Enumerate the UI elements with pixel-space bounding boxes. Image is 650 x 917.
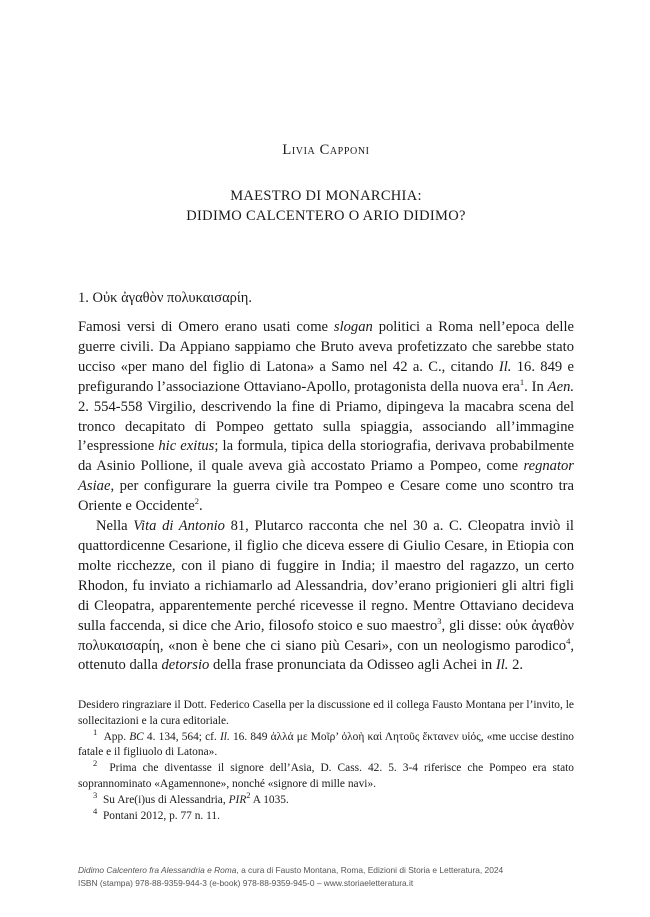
italic-run: detorsio <box>161 657 210 674</box>
text-run: ; la formula, tipica della storiografia, derivava probabilmente da Asinio Pollione, il quale aveva già accostato Priamo a Pompeo, come <box>78 438 574 475</box>
text-run: politici a Roma nell’epoca delle guerre civili. Da Appiano sappiamo che Bruto aveva profetizzato che sarebbe stato ucciso «per mano del figlio di Latona» a Samo nel 42 a. C., citando <box>78 319 574 375</box>
author-name: Livia Capponi <box>282 142 370 158</box>
footnote-ref-4[interactable]: 4 <box>566 635 571 646</box>
footnote-ref-1[interactable]: 1 <box>519 376 525 387</box>
footnote-2 <box>78 758 575 793</box>
footnotes <box>78 698 574 824</box>
text-run: Su Are(i)us di Alessandria, <box>102 793 229 806</box>
footnote-mark: 2 <box>93 758 98 769</box>
footer-line-1 <box>78 864 598 877</box>
italic-run: slogan <box>333 319 373 335</box>
section-heading <box>78 290 252 307</box>
italic-run: regnator Asiae <box>78 458 574 495</box>
acknowledgement-note: Desidero ringraziare il Dott. Federico Casella per la discussione ed il collega Fausto Montana per l’invito, le sollecitazioni e la cura editoriale. <box>78 699 574 727</box>
text-run: 2. 554-558 Virgilio, descrivendo la fine di Priamo, dipingeva la macabra scena del tronco decapitato di Pompeo gettato sulla spiaggia, associando all’immagine l’espressione <box>78 398 574 455</box>
footer-line-2: ISBN (stampa) 978-88-9359-944-3 (e-book) 978-88-9359-945-0 – www.storiaeletteratura.it <box>78 877 414 888</box>
body-text <box>78 318 574 676</box>
italic-run: Vita di Antonio <box>133 518 225 535</box>
italic-run: Il. <box>219 730 230 743</box>
text-run: Nella <box>96 518 134 535</box>
text-run: Famosi versi di Omero erano usati come <box>78 319 334 335</box>
italic-run: Aen. <box>547 378 575 395</box>
italic-run: Il. <box>498 358 512 375</box>
footnote-4 <box>78 805 574 825</box>
text-run: 16. 849 ἀλλά με Μοῖρ’ ὀλοὴ καὶ Λητοῦς ἔκτανεν υἱός, «me uccise destino fatale e il figliuolo di Latona». <box>78 730 575 759</box>
text-run: Pontani 2012, p. 77 n. 11. <box>102 809 220 822</box>
text-run: App. <box>103 730 130 743</box>
text-run: . In <box>524 378 548 395</box>
text-run: 81, Plutarco racconta che nel 30 a. C. Cleopatra inviò il quattordicenne Cesarione, il figlio che diceva essere di Giulio Cesare, in Etiopia con molte ricchezze, con il piano di fuggire in India; il maestro del ragazzo, un certo Rhodon, fu inviato a richiamarlo ad Alessandria, dov’erano prigionieri gli altri figli di Cleopatra, apparentemente perché ricevesse il regno. Mentre Ottaviano decideva sulla faccenda, si dice che Ario, filosofo stoico e suo maestro <box>78 518 574 634</box>
section-title: Οὐκ ἀγαθὸν πολυκαισαρίη. <box>92 290 253 306</box>
text-run: , ottenuto dalla <box>78 637 574 674</box>
footnote-mark: 1 <box>93 726 98 737</box>
text-run: , gli disse: οὐκ ἀγαθὸν πολυκαισαρίη, «non è bene che ci siano più Cesari», con un neologismo parodico <box>78 617 574 654</box>
footnote-ref-3[interactable]: 3 <box>437 615 442 626</box>
text-run: , per configurare la guerra civile tra Pompeo e Cesare come uno scontro tra Oriente e Occidente <box>78 478 574 515</box>
section-number: 1. <box>78 290 89 306</box>
paragraph-2 <box>78 517 574 676</box>
publication-footer <box>78 864 598 889</box>
title-line-1: MAESTRO DI MONARCHIA: <box>230 188 422 204</box>
footnote-mark: 3 <box>93 789 98 800</box>
footnote-3 <box>78 789 574 809</box>
footnote-1 <box>78 726 575 762</box>
text-run: . <box>198 498 203 515</box>
text-run: della frase pronunciata da Odisseo agli Achei in <box>209 657 496 674</box>
title-line-2: DIDIMO CALCENTERO O ARIO DIDIMO? <box>186 208 466 224</box>
text-run: 4. 134, 564; cf. <box>143 730 220 743</box>
book-title: Didimo Calcentero fra Alessandria e Roma <box>78 865 237 875</box>
text-run: Prima che diventasse il signore dell’Asia, D. Cass. 42. 5. 3-4 riferisce che Pompeo era stato soprannominato «Agamennone», nonché «signore di mille navi». <box>78 762 575 790</box>
superscript: 2 <box>246 789 251 800</box>
text-run: 16. 849 e prefigurando l’associazione Ottaviano-Apollo, protagonista della nuova era <box>78 358 574 395</box>
text-run: , a cura di Fausto Montana, Roma, Edizioni di Storia e Letteratura, 2024 <box>236 865 504 875</box>
footnote-mark: 4 <box>93 805 98 816</box>
paragraph-1 <box>78 318 574 517</box>
italic-run: BC <box>129 730 144 743</box>
italic-run: Il. <box>495 657 509 674</box>
article-title <box>78 186 574 226</box>
italic-run: hic exitus <box>158 438 215 455</box>
footnote-ref-2[interactable]: 2 <box>194 496 199 507</box>
text-run: 2. <box>508 657 524 674</box>
italic-run: PIR <box>228 793 247 806</box>
text-run: A 1035. <box>250 793 289 806</box>
